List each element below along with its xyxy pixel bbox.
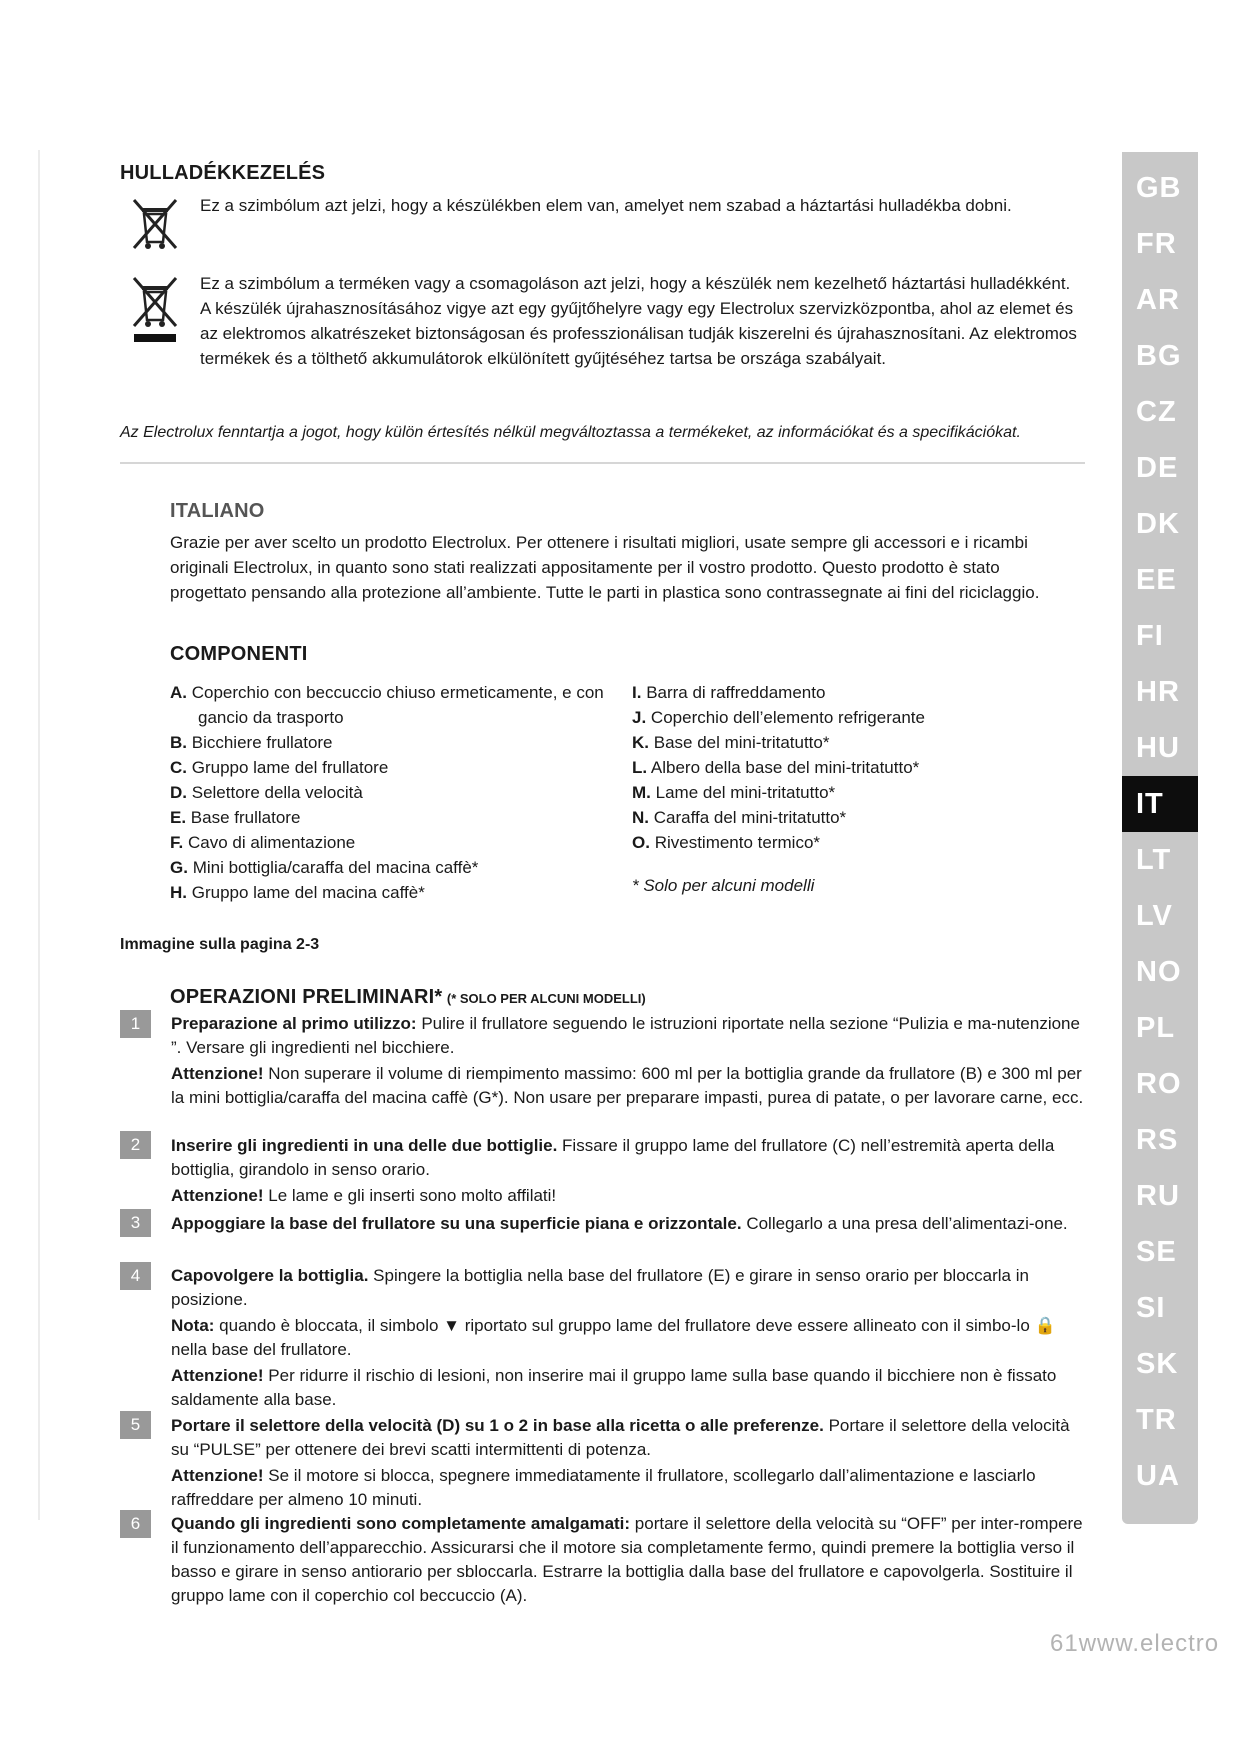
- language-tab-gb[interactable]: GB: [1136, 172, 1182, 204]
- language-tab-no[interactable]: NO: [1136, 956, 1182, 988]
- component-item: A. Coperchio con beccuccio chiuso ermeticamente, e con gancio da trasporto: [170, 683, 604, 727]
- language-tab-ee[interactable]: EE: [1136, 564, 1177, 596]
- operations-title: OPERAZIONI PRELIMINARI* (* SOLO PER ALCUNI MODELLI): [170, 986, 646, 1008]
- component-item: G. Mini bottiglia/caraffa del macina caffè*: [170, 858, 479, 877]
- step-number: 1: [120, 1010, 151, 1038]
- step-number: 4: [120, 1262, 151, 1290]
- page-edge: [38, 150, 40, 1520]
- language-tab-bg[interactable]: BG: [1136, 340, 1182, 372]
- step-1: Preparazione al primo utilizzo: Pulire il frullatore seguendo le istruzioni riportate nella sezione “Pulizia e ma-nutenzione ”. Versare gli ingredienti nel bicchiere. Attenzione! Non superare il volume di riempimento massimo: 600 ml per la bottiglia grande da frullatore (B) e 300 ml per la mini bottiglia/caraffa del macina caffè (G*). Non usare per preparare impasti, purea di patate, o per lavorare carne, ecc.: [171, 1014, 1084, 1107]
- language-tab-ua[interactable]: UA: [1136, 1460, 1180, 1492]
- step-5: Portare il selettore della velocità (D) su 1 o 2 in base alla ricetta o alle preferenze. Portare il selettore della velocità su “PULSE” per ottenere dei brevi scatti intermittenti di potenza. Attenzione! Se il motore si blocca, spegnere immediatamente il frullatore, scollegarlo dall’alimentazione e lasciarlo raffreddare per almeno 10 minuti.: [171, 1416, 1070, 1509]
- step-number: 6: [120, 1510, 151, 1538]
- language-tab-rs[interactable]: RS: [1136, 1124, 1179, 1156]
- language-tab-fi[interactable]: FI: [1136, 620, 1164, 652]
- language-tab-pl[interactable]: PL: [1136, 1012, 1176, 1044]
- waste-disclaimer: Az Electrolux fenntartja a jogot, hogy külön értesítés nélkül megváltoztassa a termékeket, az információkat és a specifikációkat.: [120, 424, 1021, 441]
- language-tab-hr[interactable]: HR: [1136, 676, 1180, 708]
- component-item: E. Base frullatore: [170, 808, 301, 827]
- page-footer: 61www.electro: [1050, 1630, 1220, 1657]
- waste-title: HULLADÉKKEZELÉS: [120, 162, 326, 184]
- components-title: COMPONENTI: [170, 643, 308, 665]
- component-item: F. Cavo di alimentazione: [170, 833, 356, 852]
- component-item: B. Bicchiere frullatore: [170, 733, 333, 752]
- language-tab-ro[interactable]: RO: [1136, 1068, 1182, 1100]
- language-tab-dk[interactable]: DK: [1136, 508, 1180, 540]
- models-note: * Solo per alcuni modelli: [632, 876, 815, 895]
- step-number: 5: [120, 1411, 151, 1439]
- italiano-title: ITALIANO: [170, 500, 265, 522]
- language-tab-ar[interactable]: AR: [1136, 284, 1180, 316]
- component-item: M. Lame del mini-tritatutto*: [632, 783, 836, 802]
- component-item: N. Caraffa del mini-tritatutto*: [632, 808, 847, 827]
- step-number: 2: [120, 1131, 151, 1159]
- waste-product-text: Ez a szimbólum a terméken vagy a csomagoláson azt jelzi, hogy a készülék nem kezelhető háztartási hulladékként. A készülék újrahasznosításához vigye azt egy gyűjtőhelyre vagy egy Electrolux szervizközpontba, ahol az elemet és az elektromos alkatrészeket biztonságosan és professzionálisan tudják kiszerelni és újrahasznosítani. Az elektromos termékek és a tölthető akkumulátorok elkülönített gyűjtéséhez tartsa be országa szabályait.: [200, 274, 1077, 368]
- italiano-intro: Grazie per aver scelto un prodotto Electrolux. Per ottenere i risultati migliori, usate sempre gli accessori e i ricambi originali Electrolux, in quanto sono stati realizzati appositamente per il vostro prodotto. Questo prodotto è stato progettato pensando alla protezione all’ambiente. Tutte le parti in plastica sono contrassegnate ai fini del riciclaggio.: [170, 533, 1040, 602]
- language-tab-cz[interactable]: CZ: [1136, 396, 1177, 428]
- component-item: J. Coperchio dell’elemento refrigerante: [632, 708, 925, 727]
- image-reference: Immagine sulla pagina 2-3: [120, 936, 320, 953]
- language-tab-ru[interactable]: RU: [1136, 1180, 1180, 1212]
- step-4: Capovolgere la bottiglia. Spingere la bottiglia nella base del frullatore (E) e girare in senso orario per bloccarla in posizione. Nota: quando è bloccata, il simbolo ▼ riportato sul gruppo lame del frullatore deve essere allineato con il simbo-lo 🔒 nella base del frullatore. Attenzione! Per ridurre il rischio di lesioni, non inserire mai il gruppo lame sulla base quando il bicchiere non è fissato saldamente alla base.: [171, 1266, 1057, 1409]
- language-tab-sk[interactable]: SK: [1136, 1348, 1179, 1380]
- language-tab-fr[interactable]: FR: [1136, 228, 1177, 260]
- language-tab-tr[interactable]: TR: [1136, 1404, 1177, 1436]
- waste-battery-text: Ez a szimbólum azt jelzi, hogy a készülékben elem van, amelyet nem szabad a háztartási hulladékba dobni.: [200, 196, 1012, 215]
- language-tab-hu[interactable]: HU: [1136, 732, 1180, 764]
- component-item: K. Base del mini-tritatutto*: [632, 733, 830, 752]
- crossed-bin-icon: [128, 196, 182, 252]
- component-item: D. Selettore della velocità: [170, 783, 363, 802]
- step-3: Appoggiare la base del frullatore su una superficie piana e orizzontale. Collegarlo a una presa dell’alimentazi-one.: [171, 1214, 1068, 1233]
- component-item: C. Gruppo lame del frullatore: [170, 758, 389, 777]
- component-item: I. Barra di raffreddamento: [632, 683, 826, 702]
- component-item: O. Rivestimento termico*: [632, 833, 821, 852]
- language-tab-lt[interactable]: LT: [1136, 844, 1172, 876]
- component-item: H. Gruppo lame del macina caffè*: [170, 883, 425, 902]
- step-6: Quando gli ingredienti sono completamente amalgamati: portare il selettore della velocità su “OFF” per inter-rompere il funzionamento dell’apparecchio. Assicurarsi che il motore sia completamente fermo, quindi premere la bottiglia verso il basso e girare in senso antiorario per sbloccarla. Estrarre la bottiglia dalla base del frullatore e capovolgerla. Sostituire il gruppo lame con il coperchio col beccuccio (A).: [171, 1514, 1083, 1605]
- language-tab-si[interactable]: SI: [1136, 1292, 1166, 1324]
- operations-subtitle: (* SOLO PER ALCUNI MODELLI): [446, 991, 646, 1006]
- step-number: 3: [120, 1209, 151, 1237]
- step-2: Inserire gli ingredienti in una delle due bottiglie. Fissare il gruppo lame del frullatore (C) nell’estremità aperta della bottiglia, girandolo in senso orario. Attenzione! Le lame e gli inserti sono molto affilati!: [171, 1136, 1055, 1205]
- language-tab-se[interactable]: SE: [1136, 1236, 1177, 1268]
- component-item: L. Albero della base del mini-tritatutto*: [632, 758, 920, 777]
- crossed-bin-bar-icon: [128, 274, 182, 346]
- components-list-right: [632, 680, 1082, 855]
- language-tab-it[interactable]: IT: [1122, 776, 1198, 832]
- language-tab-lv[interactable]: LV: [1136, 900, 1173, 932]
- language-tab-de[interactable]: DE: [1136, 452, 1179, 484]
- components-list-left: [170, 680, 610, 905]
- section-divider: [120, 462, 1085, 464]
